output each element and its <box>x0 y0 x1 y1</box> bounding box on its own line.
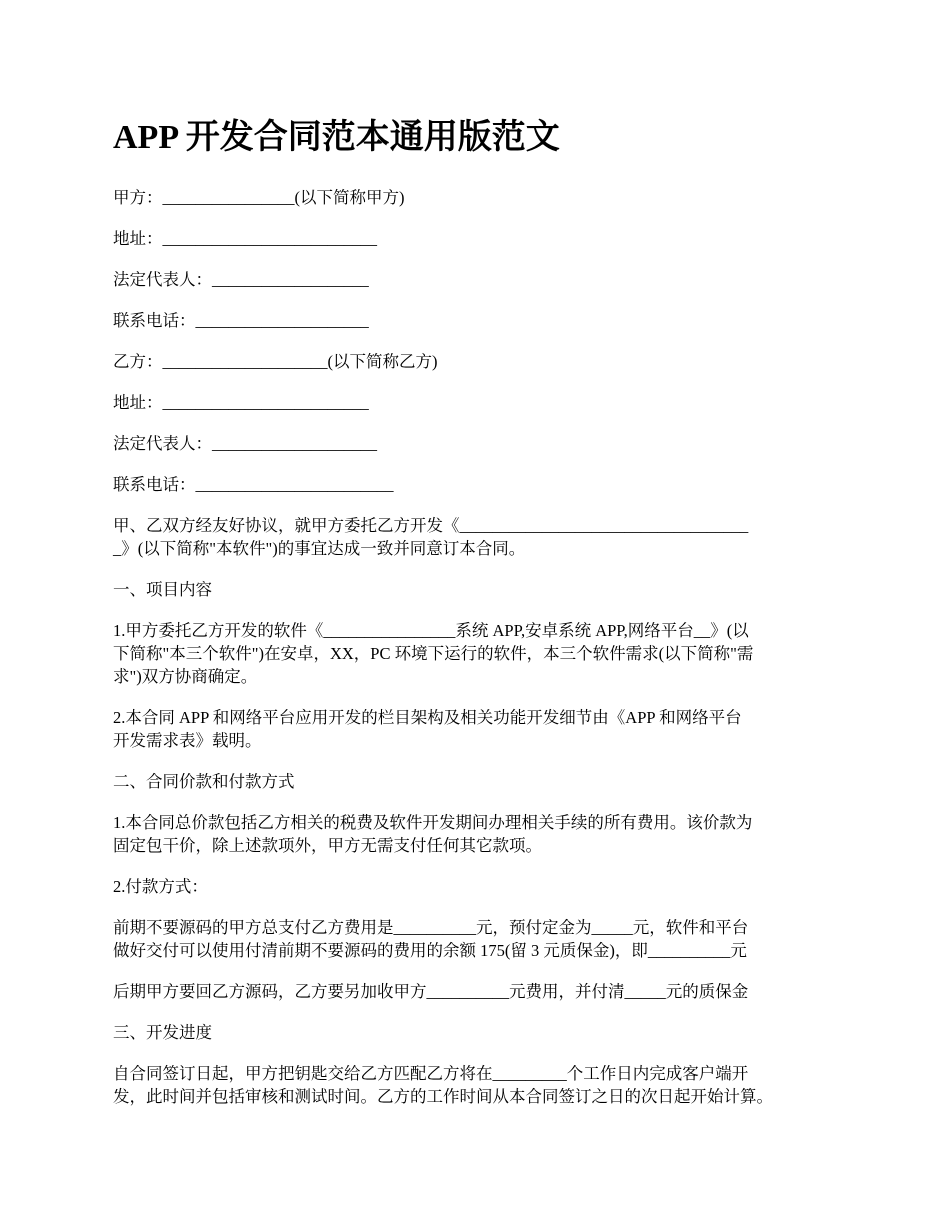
party-b-address: 地址：_________________________ <box>113 393 369 412</box>
text-line: 2.本合同 APP 和网络平台应用开发的栏目架构及相关功能开发细节由《APP 和网络平台 <box>113 708 742 727</box>
party-a-legal-rep: 法定代表人：___________________ <box>113 270 369 289</box>
party-b-name: 乙方：____________________(以下简称乙方) <box>113 352 438 371</box>
intro-paragraph <box>113 514 843 560</box>
party-a-address: 地址：__________________________ <box>113 229 377 248</box>
payment-clause-early <box>113 916 843 962</box>
text-line: 1.甲方委托乙方开发的软件《________________系统 APP,安卓系统 APP,网络平台__》(以 <box>113 621 749 640</box>
price-clause-1 <box>113 811 843 857</box>
text-line: 下简称"本三个软件")在安卓，XX，PC 环境下运行的软件，本三个软件需求(以下简称"需 <box>113 644 754 663</box>
payment-method-label: 2.付款方式： <box>113 877 208 896</box>
text-line: 前期不要源码的甲方总支付乙方费用是__________元，预付定金为_____元，软件和平台 <box>113 918 749 937</box>
section-heading-price: 二、合同价款和付款方式 <box>113 772 295 791</box>
text-line: 开发需求表》载明。 <box>113 731 262 750</box>
contract-page <box>113 112 843 1126</box>
schedule-clause <box>113 1062 843 1108</box>
text-line: 发，此时间并包括审核和测试时间。乙方的工作时间从本合同签订之日的次日起开始计算。 <box>113 1087 773 1106</box>
section-heading-schedule: 三、开发进度 <box>113 1023 212 1042</box>
text-line: 自合同签订日起，甲方把钥匙交给乙方匹配乙方将在_________个工作日内完成客户端开 <box>113 1064 749 1083</box>
section-heading-project: 一、项目内容 <box>113 580 212 599</box>
text-line: 甲、乙双方经友好协议，就甲方委托乙方开发《___________________________________ <box>113 516 749 535</box>
text-line: 1.本合同总价款包括乙方相关的税费及软件开发期间办理相关手续的所有费用。该价款为 <box>113 813 753 832</box>
text-line: 求")双方协商确定。 <box>113 667 258 686</box>
payment-clause-late: 后期甲方要回乙方源码，乙方要另加收甲方__________元费用，并付清_____元的质保金 <box>113 982 749 1001</box>
project-clause-2 <box>113 706 843 752</box>
text-line: _》(以下简称"本软件")的事宜达成一致并同意订本合同。 <box>113 539 526 558</box>
project-clause-1 <box>113 619 843 688</box>
party-b-legal-rep: 法定代表人：____________________ <box>113 434 377 453</box>
text-line: 固定包干价，除上述款项外，甲方无需支付任何其它款项。 <box>113 836 542 855</box>
party-b-phone: 联系电话：________________________ <box>113 475 394 494</box>
party-a-phone: 联系电话：_____________________ <box>113 311 369 330</box>
text-line: 做好交付可以使用付清前期不要源码的费用的余额 175(留 3 元质保金)，即__________元 <box>113 941 747 960</box>
page-title: APP 开发合同范本通用版范文 <box>113 119 560 156</box>
party-a-name: 甲方：________________(以下简称甲方) <box>113 188 405 207</box>
